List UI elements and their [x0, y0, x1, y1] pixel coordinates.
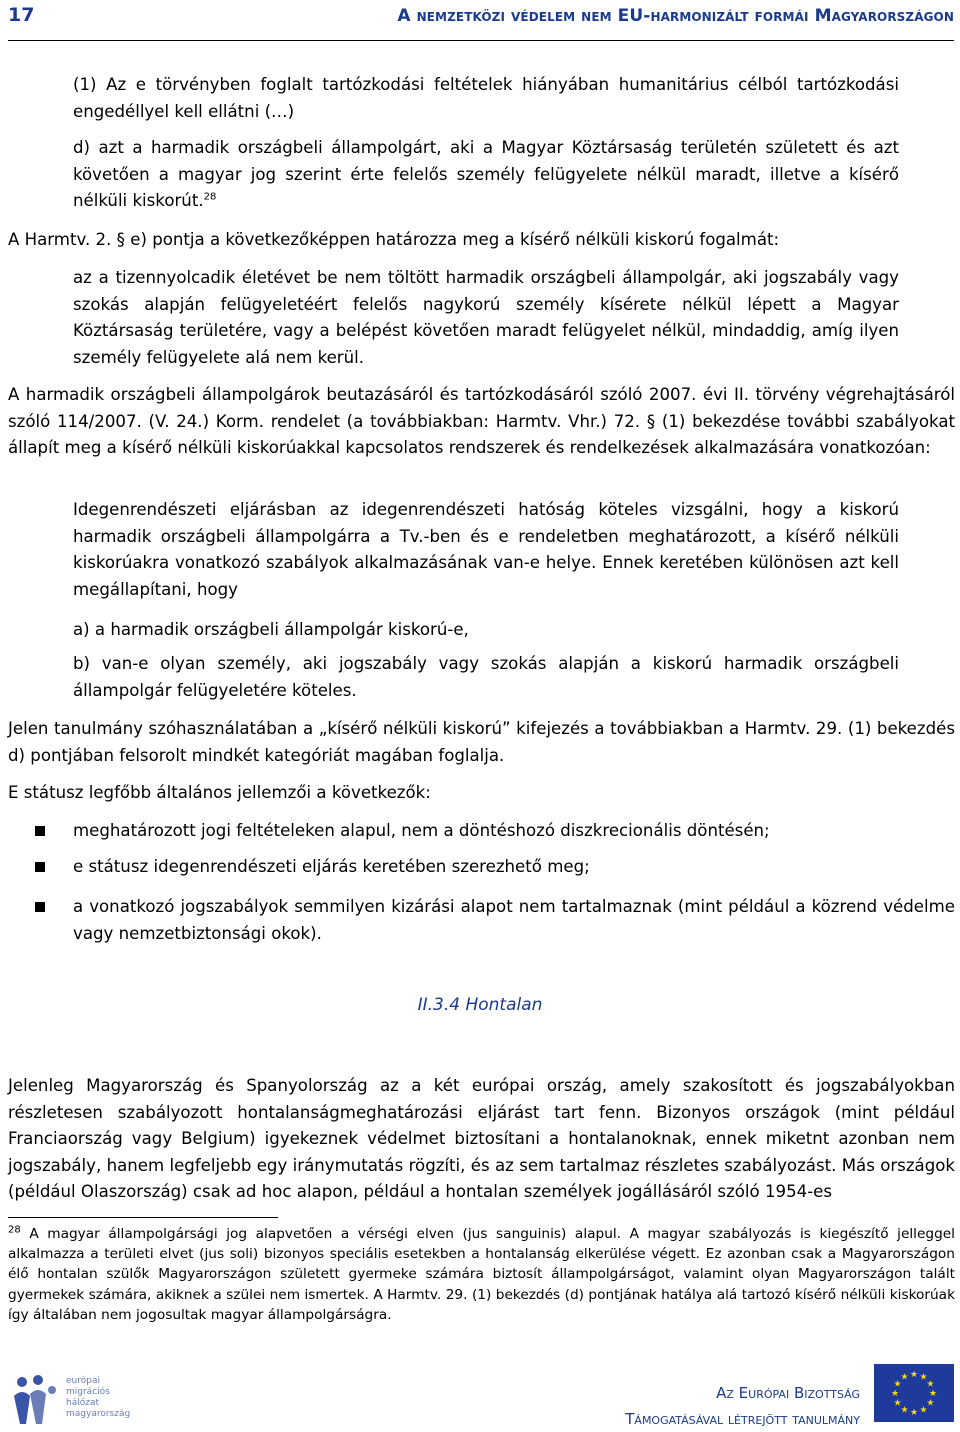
bullet-item-3: a vonatkozó jogszabályok semmilyen kizárási alapot nem tartalmaznak (mint például a közrend védelme vagy nemzetbiztonsági okok). — [73, 897, 955, 943]
footnote-ref[interactable]: 28 — [203, 191, 217, 203]
flag-star: ★ — [928, 1389, 938, 1399]
footnote-number: 28 — [8, 1224, 21, 1236]
paragraph-terminology: Jelen tanulmány szóhasználatában a „kísérő nélküli kiskorú” kifejezés a továbbiakban a Harmtv. 29. (1) bekezdés d) pontjában felsorolt mindkét kategóriát magában foglalja. — [8, 719, 955, 765]
page-number: 17 — [8, 4, 35, 26]
footer-funding-note — [625, 1380, 860, 1432]
flag-star: ★ — [893, 1379, 902, 1390]
quote-item-b: b) van-e olyan személy, aki jogszabály vagy szokás alapján a kiskorú harmadik országbeli állampolgár felügyeletére köteles. — [73, 654, 899, 700]
footer-line-1: Az Európai Bizottság — [716, 1384, 860, 1402]
flag-star: ★ — [890, 1389, 900, 1399]
footer-line-2: Támogatásával létrejött tanulmány — [625, 1410, 860, 1428]
flag-star: ★ — [919, 1372, 928, 1383]
flag-star: ★ — [893, 1398, 902, 1409]
paragraph-stateless: Jelenleg Magyarország és Spanyolország az a két európai ország, amely szakosított és jogszabályokban részletesen szabályozott hontalanságmeghatározási eljárást tart fenn. Bizonyos országok (mint például Franciaország vagy Belgium) igyekeznek védelmet biztosítani a hontalanoknak, ennek miketnt azonban nem jogszabály, hanem legfeljebb egy iránymutatás rögzíti, és az sem tartalmaz részletes szabályozást. Más országok (például Olaszország) csak ad hoc alapon, például a hontalan személyek jogállásáról szóló 1954-es — [8, 1076, 955, 1201]
bullet-item-2: e státusz idegenrendészeti eljárás keretében szerezhető meg; — [73, 857, 590, 876]
flag-star: ★ — [926, 1398, 935, 1409]
paragraph-vhr: A harmadik országbeli állampolgárok beutazásáról és tartózkodásáról szóló 2007. évi II. törvény végrehajtásáról szóló 114/2007. (V. 24.) Korm. rendelet (a továbbiakban: Harmtv. Vhr.) 72. § (1) bekezdése további szabályokat állapít meg a kísérő nélküli kiskorúakkal kapcsolatos rendszerek és rendelkezések alkalmazására vonatkozóan: — [8, 385, 955, 457]
flag-star: ★ — [926, 1379, 935, 1390]
paragraph-definition-intro: A Harmtv. 2. § e) pontja a következőképpen határozza meg a kísérő nélküli kiskorú fogalmát: — [8, 230, 780, 249]
footnote — [8, 1224, 955, 1325]
section-heading: II.3.4 Hontalan — [417, 995, 543, 1015]
bullet-marker — [35, 862, 45, 872]
quote-definition: az a tizennyolcadik életévet be nem töltött harmadik országbeli állampolgár, aki jogszabály vagy szokás alapján felügyeletéért felelős nagykorú személy kísérete nélkül lépett a Magyar Köztársaság területére, vagy a belépést követően maradt felügyelet nélkül, mindaddig, amíg ilyen személy felügyelete alá nem kerül. — [73, 268, 899, 367]
paragraph-features-intro: E státusz legfőbb általános jellemzői a következők: — [8, 783, 431, 802]
footnote-text: A magyar állampolgársági jog alapvetően a vérségi elven (jus sanguinis) alapul. A magyar szabályozás is kiegészítő jelleggel alkalmazza a területi elvet (jus soli) bizonyos speciális esetekben a hontalanság elkerülése végett. Ez azonban csak a Magyarországon élő hontalan szülők Magyarországon született gyermeke számára biztosít állampolgárságot, valamint olyan Magyarországon talált gyermekek számára, akiknek a szülei nem ismertek. A Harmtv. 29. (1) bekezdés (d) pontjának hatálya alá tartozó kísérő nélküli kiskorúak így általában nem jogosultak magyar állampolgárságra. — [8, 1226, 955, 1323]
emn-logo-icon — [8, 1372, 62, 1426]
bullet-marker — [35, 826, 45, 836]
eu-flag-icon — [874, 1364, 954, 1422]
emn-logo — [8, 1372, 138, 1426]
bullet-marker — [35, 902, 45, 912]
bullet-item-1: meghatározott jogi feltételeken alapul, nem a döntéshozó diszkrecionális döntésén; — [73, 821, 770, 840]
flag-star: ★ — [900, 1405, 909, 1416]
flag-star: ★ — [909, 1408, 919, 1418]
flag-star: ★ — [919, 1405, 928, 1416]
quote-paragraph-2: d) azt a harmadik országbeli állampolgárt, aki a Magyar Köztársaság területén született és azt követően a magyar jog szerint érte felelős személy felügyelete nélkül maradt, illetve a kísérő nélküli kiskorút.$^{28}$ — [73, 138, 899, 210]
quote-item-a: a) a harmadik országbeli állampolgár kiskorú-e, — [73, 620, 469, 639]
page-header — [8, 0, 954, 41]
emn-logo-text: európai migrációs hálózat magyarország — [66, 1376, 131, 1419]
quote-vhr: Idegenrendészeti eljárásban az idegenrendészeti hatóság köteles vizsgálni, hogy a kiskorú harmadik országbeli állampolgárra a Tv.-ben és e rendeletben meghatározott, a kísérő nélküli kiskorúakra vonatkozó szabályok alkalmazásának van-e helye. Ennek keretében különösen azt kell megállapítani, hogy — [73, 500, 899, 599]
running-title: A nemzetközi védelem nem EU-harmonizált formái Magyarországon — [397, 6, 954, 26]
flag-star: ★ — [909, 1370, 919, 1380]
flag-star: ★ — [900, 1372, 909, 1383]
footnote-separator — [8, 1217, 278, 1218]
quote-paragraph-1: (1) Az e törvényben foglalt tartózkodási feltételek hiányában humanitárius célból tartózkodási engedéllyel kell ellátni (…) — [73, 75, 899, 121]
